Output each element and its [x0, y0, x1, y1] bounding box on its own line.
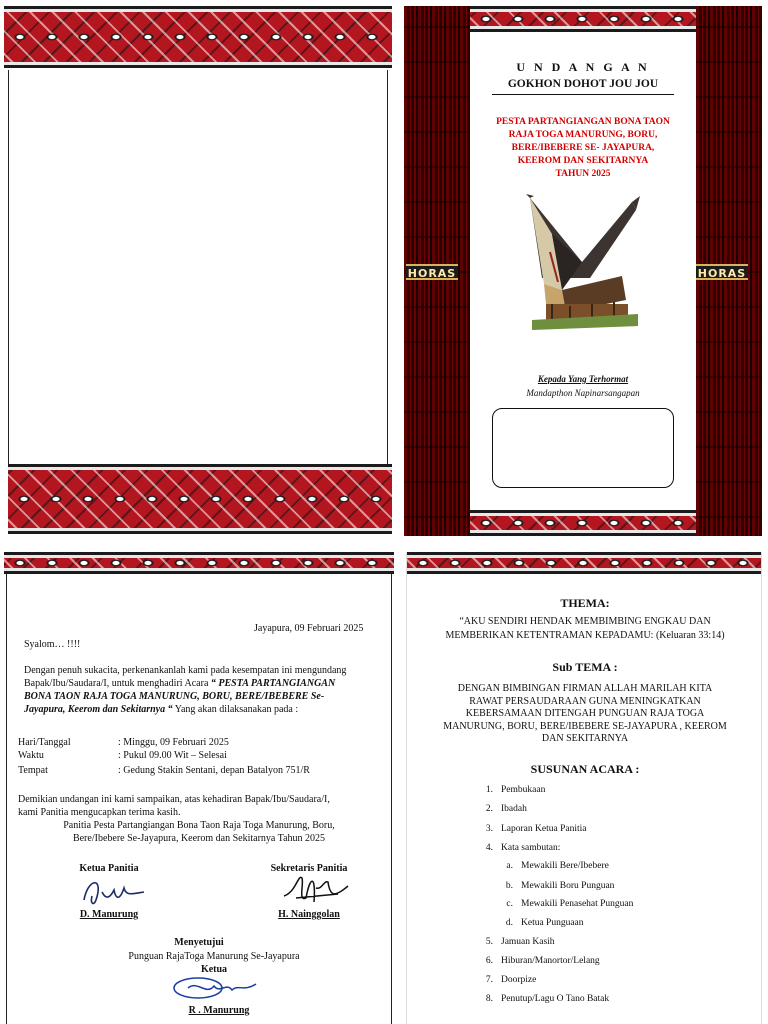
letter-greeting: Syalom… !!!!	[24, 639, 81, 650]
blank-page-panel	[4, 6, 392, 536]
ornament-band-top	[4, 6, 392, 68]
horas-banner-right: HORAS	[696, 264, 748, 280]
approval-heading: Menyetujui	[174, 937, 224, 948]
signatory-role-chair: Ketua Panitia	[79, 863, 139, 874]
signatory-name-chair: D. Manurung	[79, 909, 139, 920]
letter-intro-line-1: Dengan penuh sukacita, perkenankanlah kami pada kesempatan ini mengundang	[24, 665, 347, 676]
batak-house-icon	[522, 192, 646, 338]
signature-icon	[276, 868, 356, 910]
letter-ornament-top	[4, 552, 394, 574]
letter-closing-line-1: Demikian undangan ini kami sampaikan, atas kehadiran Bapak/Ibu/Saudara/I,	[18, 794, 330, 805]
invitation-subtitle: GOKHON DOHOT JOU JOU	[507, 78, 659, 90]
invitation-title: U N D A N G A N	[516, 60, 650, 74]
letter-intro-line-3: BONA TAON RAJA TOGA MANURUNG, BORU, BERE/IBEBERE Se-	[24, 691, 325, 702]
letter-place-date: Jayapura, 09 Februari 2025	[254, 623, 364, 634]
theme-heading: THEMA:	[560, 596, 610, 610]
title-divider	[492, 94, 674, 95]
blank-writing-area	[8, 70, 388, 466]
letter-panel: Jayapura, 09 Februari 2025 Syalom… !!!! Dengan penuh sukacita, perkenankanlah kami pada kesempatan ini mengundang Bapak/Ibu/Saudara/I, untuk menghadiri Acara “ PESTA PARTANGIANGAN BONA TAON RAJA TOGA MANURUNG, BORU, BERE/IBEBERE Se- Jayapura, Keerom dan Sekitarnya “ Yang akan dilaksanakan pada : Hari/Tanggal : Minggu, 09 Februari 2025 Waktu : Pukul 09.00 Wit – Selesai Tempat : Gedung Stakin Sentani, depan Batalyon 751/R Demikian undangan ini kami sampaikan, atas kehadiran Bapak/Ibu/Saudara/I, kami Panitia mengucapkan terima kasih. Panitia Pesta Partangiangan Bona Taon Raja Toga Manurung, Boru, Bere/Ibebere Se-Jayapura, Keerom dan Sekitarnya Tahun 2025 Ketua Panitia D. Manurung Sekretaris Panitia H. Nainggolan Menyetujui Punguan RajaToga Manurung Se-Jayapura Ketua R . Manurung	[4, 552, 394, 1024]
approval-role: Ketua	[200, 964, 228, 975]
theme-line-1: “AKU SENDIRI HENDAK MEMBIMBING ENGKAU DAN	[459, 616, 711, 627]
recipient-subheading: Mandapthon Napinarsangapan	[526, 388, 640, 398]
horas-banner-left: HORAS	[406, 264, 458, 280]
theme-line-2: MEMBERIKAN KETENTRAMAN KEPADAMU: (Keluaran 33:14)	[445, 630, 725, 641]
letter-intro-line-2: Bapak/Ibu/Saudara/I, untuk menghadiri Acara “ PESTA PARTANGIANGAN	[24, 678, 336, 689]
cover-sheet	[470, 32, 696, 510]
subtheme-text: DENGAN BIMBINGAN FIRMAN ALLAH MARILAH KITA RAWAT PERSAUDARAAN GUNA MENINGKATKAN KEBERSAMAAN DITENGAH PUNGUAN RAJA TOGA MANURUNG, BORU, BERE/IBEBERE SE-JAYAPURA , KEEROM DAN SEKITARNYA	[443, 683, 727, 745]
signature-icon	[74, 870, 154, 910]
program-panel: THEMA: “AKU SENDIRI HENDAK MEMBIMBING ENGKAU DAN MEMBERIKAN KETENTRAMAN KEPADAMU: (Keluaran 33:14) Sub TEMA : DENGAN BIMBINGAN FIRMAN ALLAH MARILAH KITA RAWAT PERSAUDARAAN GUNA MENINGKATKAN KEBERSAMAAN DITENGAH PUNGUAN RAJA TOGA MANURUNG, BORU, BERE/IBEBERE SE-JAYAPURA , KEEROM DAN SEKITARNYA SUSUNAN ACARA : 1. Pembukaan 2. Ibadah 3. Laporan Ketua Panitia 4. Kata sambutan: a. Mewakili Bere/Ibebere b. Mewakili Boru Punguan c. Mewakili Penasehat Punguan d. Ketua Punguaan 5. Jamuan Kasih 6. Hiburan/Manortor/Lelang 7. Doorpize 8. Penutup/Lagu O Tano Batak	[406, 552, 762, 1024]
approval-organization: Punguan RajaToga Manurung Se-Jayapura	[128, 951, 300, 962]
cover-panel	[404, 6, 762, 536]
subtheme-heading: Sub TEMA :	[552, 660, 618, 674]
signatory-role-secretary: Sekretaris Panitia	[270, 863, 348, 874]
agenda-heading: SUSUNAN ACARA :	[530, 762, 640, 776]
recipient-name-box[interactable]	[492, 408, 674, 488]
approval-name: R . Manurung	[188, 1005, 250, 1016]
committee-line-2: Bere/Ibebere Se-Jayapura, Keerom dan Sekitarnya Tahun 2025	[72, 833, 326, 844]
event-title: PESTA PARTANGIANGAN BONA TAON RAJA TOGA MANURUNG, BORU, BERE/IBEBERE SE- JAYAPURA, KEEROM DAN SEKITARNYA TAHUN 2025	[496, 117, 670, 179]
letter-closing-line-2: kami Panitia mengucapkan terima kasih.	[18, 807, 181, 818]
program-ornament-top	[407, 552, 762, 574]
committee-line-1: Panitia Pesta Partangiangan Bona Taon Raja Toga Manurung, Boru,	[63, 820, 335, 831]
recipient-heading: Kepada Yang Terhormat	[537, 374, 629, 384]
cover-ornament-bottom	[470, 510, 696, 536]
signatory-name-secretary: H. Nainggolan	[278, 909, 340, 920]
letter-intro-line-4: Jayapura, Keerom dan Sekitarnya “ Yang akan dilaksanakan pada :	[24, 704, 299, 715]
ornament-band-bottom	[8, 464, 392, 534]
signature-icon	[168, 970, 264, 1004]
cover-ornament-top	[470, 6, 696, 32]
